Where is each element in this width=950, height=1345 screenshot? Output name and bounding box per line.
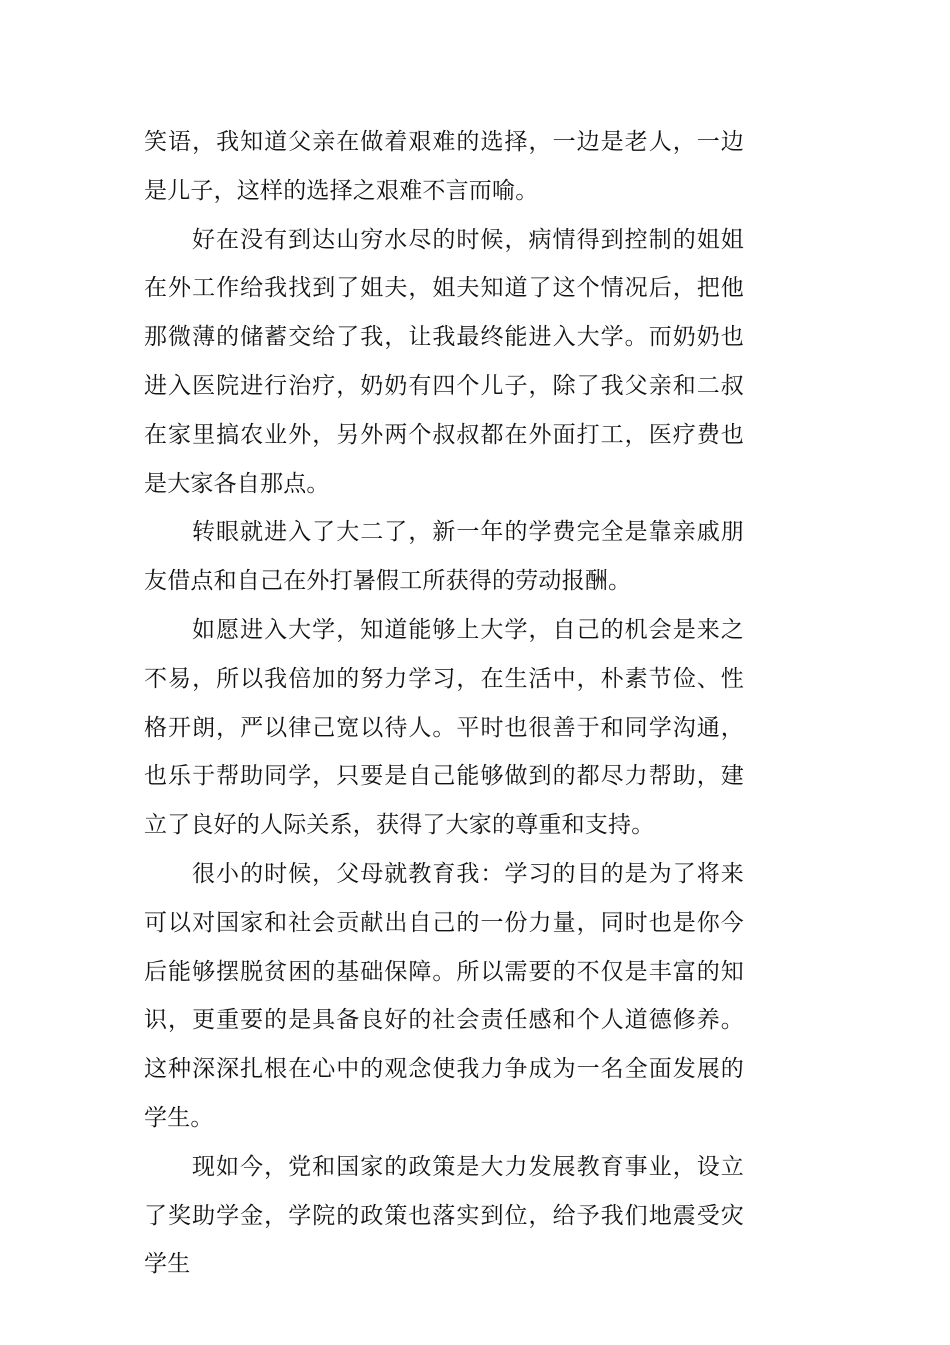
document-body (144, 118, 744, 1289)
paragraph: 很小的时候，父母就教育我：学习的目的是为了将来可以对国家和社会贡献出自己的一份力量，同时也是你今后能够摆脱贫困的基础保障。所以需要的不仅是丰富的知识，更重要的是具备良好的社会责任感和个人道德修养。这种深深扎根在心中的观念使我力争成为一名全面发展的学生。 (144, 860, 744, 1131)
paragraph-continued: 笑语，我知道父亲在做着艰难的选择，一边是老人，一边是儿子，这样的选择之艰难不言而喻。 (144, 129, 744, 204)
paragraph-truncated: 现如今，党和国家的政策是大力发展教育事业，设立了奖助学金，学院的政策也落实到位，给予我们地震受灾学生 (144, 1153, 744, 1278)
paragraph: 如愿进入大学，知道能够上大学，自己的机会是来之不易，所以我倍加的努力学习，在生活中，朴素节俭、性格开朗，严以律己宽以待人。平时也很善于和同学沟通，也乐于帮助同学，只要是自己能够做到的都尽力帮助，建立了良好的人际关系，获得了大家的尊重和支持。 (144, 616, 744, 839)
paragraph: 好在没有到达山穷水尽的时候，病情得到控制的姐姐在外工作给我找到了姐夫，姐夫知道了这个情况后，把他那微薄的储蓄交给了我，让我最终能进入大学。而奶奶也进入医院进行治疗，奶奶有四个儿子，除了我父亲和二叔在家里搞农业外，另外两个叔叔都在外面打工，医疗费也是大家各自那点。 (144, 226, 744, 497)
paragraph: 转眼就进入了大二了，新一年的学费完全是靠亲戚朋友借点和自己在外打暑假工所获得的劳动报酬。 (144, 519, 744, 595)
